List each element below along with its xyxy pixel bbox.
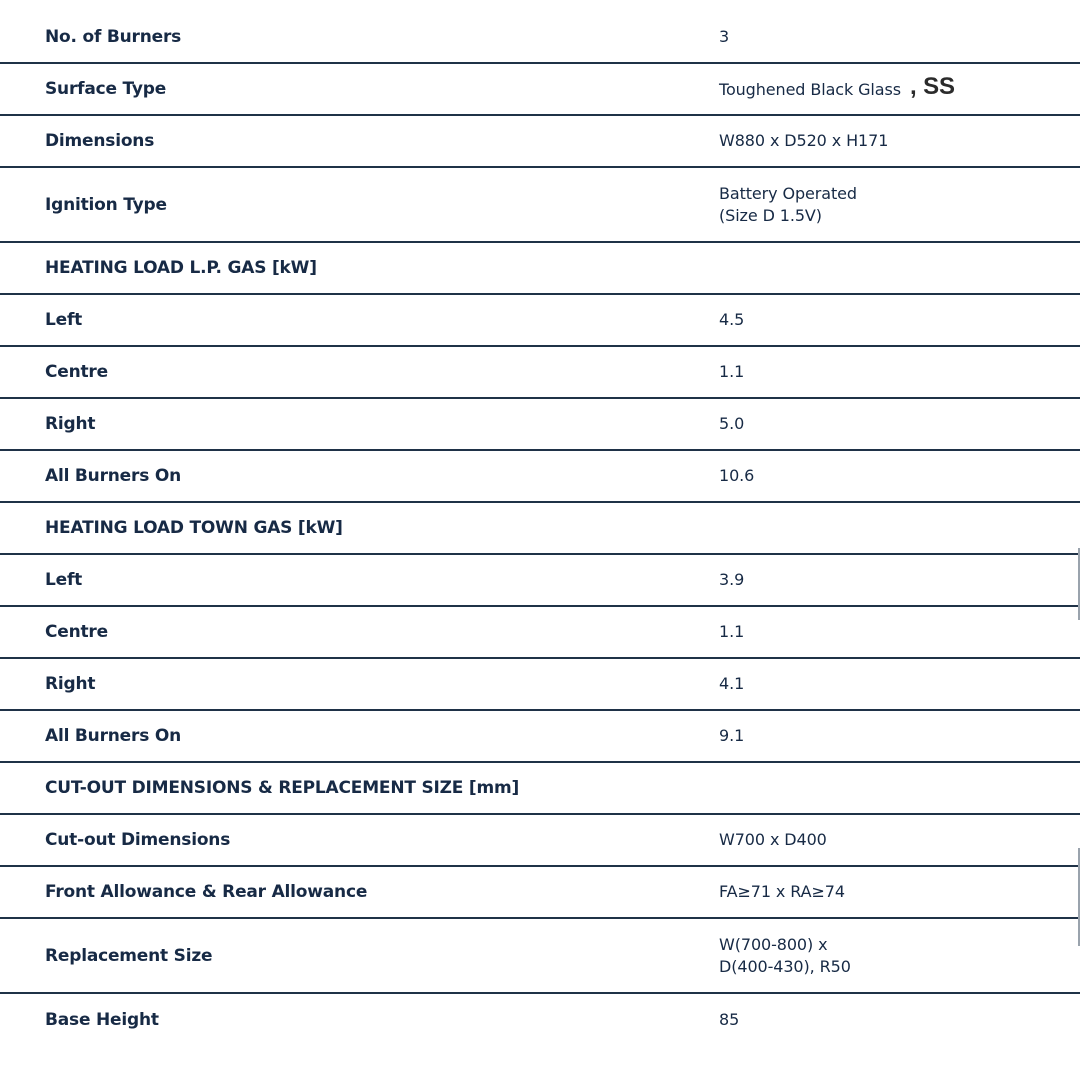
table-row [0,295,1080,347]
row-label: Left [45,310,83,330]
row-value [719,73,1080,101]
value-line: Battery Operated [719,183,857,203]
row-label: Centre [45,362,108,382]
value-line: (Size D 1.5V) [719,205,822,225]
row-value: 3 [719,27,730,46]
row-value: 3.9 [719,570,745,589]
row-label: Surface Type [45,79,167,99]
row-value [719,934,1080,978]
row-label: All Burners On [45,726,181,746]
table-row [0,815,1080,867]
section-header-row [0,503,1080,555]
row-value: W700 x D400 [719,830,827,849]
row-value: 1.1 [719,622,745,641]
surface-type-suffix: , SS [909,73,955,100]
row-value: 10.6 [719,466,755,485]
table-row [0,347,1080,399]
table-row [0,451,1080,503]
section-heading: CUT-OUT DIMENSIONS & REPLACEMENT SIZE [mm] [45,778,520,798]
row-label: Left [45,570,83,590]
section-header-row [0,763,1080,815]
row-value: 9.1 [719,726,745,745]
spec-table [0,12,1080,1046]
section-header-row [0,243,1080,295]
row-label: Ignition Type [45,194,167,215]
table-row [0,116,1080,168]
section-heading: HEATING LOAD TOWN GAS [kW] [45,518,343,538]
table-row [0,399,1080,451]
value-line: W(700-800) x [719,934,828,954]
row-label: No. of Burners [45,27,182,47]
row-value: 85 [719,1010,740,1029]
row-label: All Burners On [45,466,181,486]
table-row [0,919,1080,994]
row-label: Base Height [45,1010,159,1030]
row-label: Centre [45,622,108,642]
table-row [0,867,1080,919]
row-value [719,183,1080,227]
table-row [0,168,1080,243]
row-label: Dimensions [45,131,155,151]
row-value: 1.1 [719,362,745,381]
row-value: 5.0 [719,414,745,433]
row-label: Front Allowance & Rear Allowance [45,882,368,902]
table-row [0,12,1080,64]
table-row [0,711,1080,763]
value-line: D(400-430), R50 [719,956,851,976]
section-heading: HEATING LOAD L.P. GAS [kW] [45,258,317,278]
row-value: 4.5 [719,310,745,329]
table-row [0,64,1080,116]
row-value: 4.1 [719,674,745,693]
row-label: Right [45,674,96,694]
row-value: FA≥71 x RA≥74 [719,882,845,901]
row-label: Replacement Size [45,945,213,966]
row-label: Cut-out Dimensions [45,830,231,850]
table-row [0,659,1080,711]
row-value: W880 x D520 x H171 [719,131,889,150]
table-row [0,607,1080,659]
surface-type-value: Toughened Black Glass [719,80,901,99]
row-label: Right [45,414,96,434]
table-row [0,555,1080,607]
table-row [0,994,1080,1046]
